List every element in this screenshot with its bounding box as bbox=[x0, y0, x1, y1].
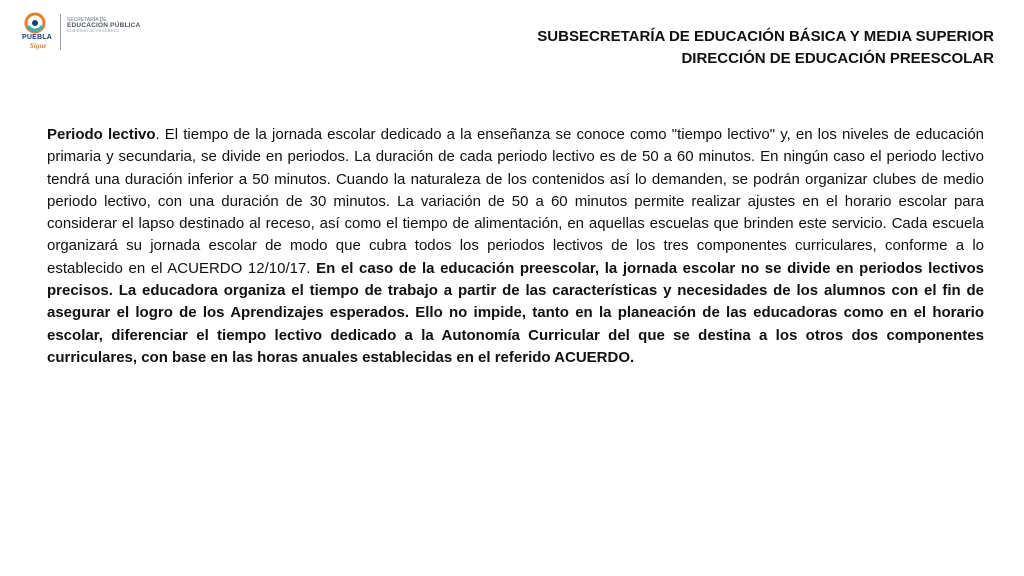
logo-org-text bbox=[67, 18, 140, 34]
logo-org-small: SECRETARÍA DE bbox=[67, 17, 107, 23]
body-term: Periodo lectivo bbox=[47, 126, 156, 143]
header-subsecretaria: SUBSECRETARÍA DE EDUCACIÓN BÁSICA Y MEDIA SUPERIOR bbox=[537, 28, 994, 45]
body-bold-text: En el caso de la educación preescolar, la jornada escolar no se divide en periodos lectivos precisos. La educadora organiza el tiempo de trabajo a partir de las características y necesidades de los alumnos con el fin de asegurar el logro de los Aprendizajes esperados. Ello no impide, tanto en la planeación de las educadoras como en el horario escolar, diferenciar el tiempo lectivo dedicado a la Autonomía Curricular del que se destina a los otros dos componentes curriculares, con base en las horas anuales establecidas en el referido ACUERDO. bbox=[47, 259, 984, 366]
logo-org-main: EDUCACIÓN PÚBLICA bbox=[67, 22, 141, 30]
logo-brand-line1: PUEBLA bbox=[22, 34, 52, 41]
puebla-emblem-icon bbox=[18, 12, 52, 56]
logo-divider bbox=[60, 14, 61, 50]
body-paragraph bbox=[47, 124, 984, 369]
puebla-sep-logo bbox=[18, 12, 140, 56]
body-normal-text: . El tiempo de la jornada escolar dedicado a la enseñanza se conoce como "tiempo lectivo" y, en los niveles de educación primaria y secundaria, se divide en periodos. La duración de cada periodo lectivo es de 50 a 60 minutos. En ningún caso el periodo lectivo tendrá una duración inferior a 50 minutos. Cuando la naturaleza de los contenidos así lo demanden, se podrán organizar clubes de medio periodo lectivo, con una duración de 30 minutos. La variación de 50 a 60 minutos permite realizar ajustes en el horario escolar para considerar el lapso destinado al receso, así como el tiempo de alimentación, en aquellas escuelas que brinden este servicio. Cada escuela organizará su jornada escolar de modo que cubra todos los periodos lectivos de los tres componentes curriculares, conforme a lo establecido en el ACUERDO 12/10/17. bbox=[47, 126, 985, 277]
page-header bbox=[537, 26, 994, 70]
logo-org-tiny: GOBIERNO DE PROGRESO bbox=[67, 29, 119, 34]
logo-brand-line2: Sigue bbox=[30, 42, 47, 50]
header-direccion: DIRECCIÓN DE EDUCACIÓN PREESCOLAR bbox=[681, 50, 994, 67]
